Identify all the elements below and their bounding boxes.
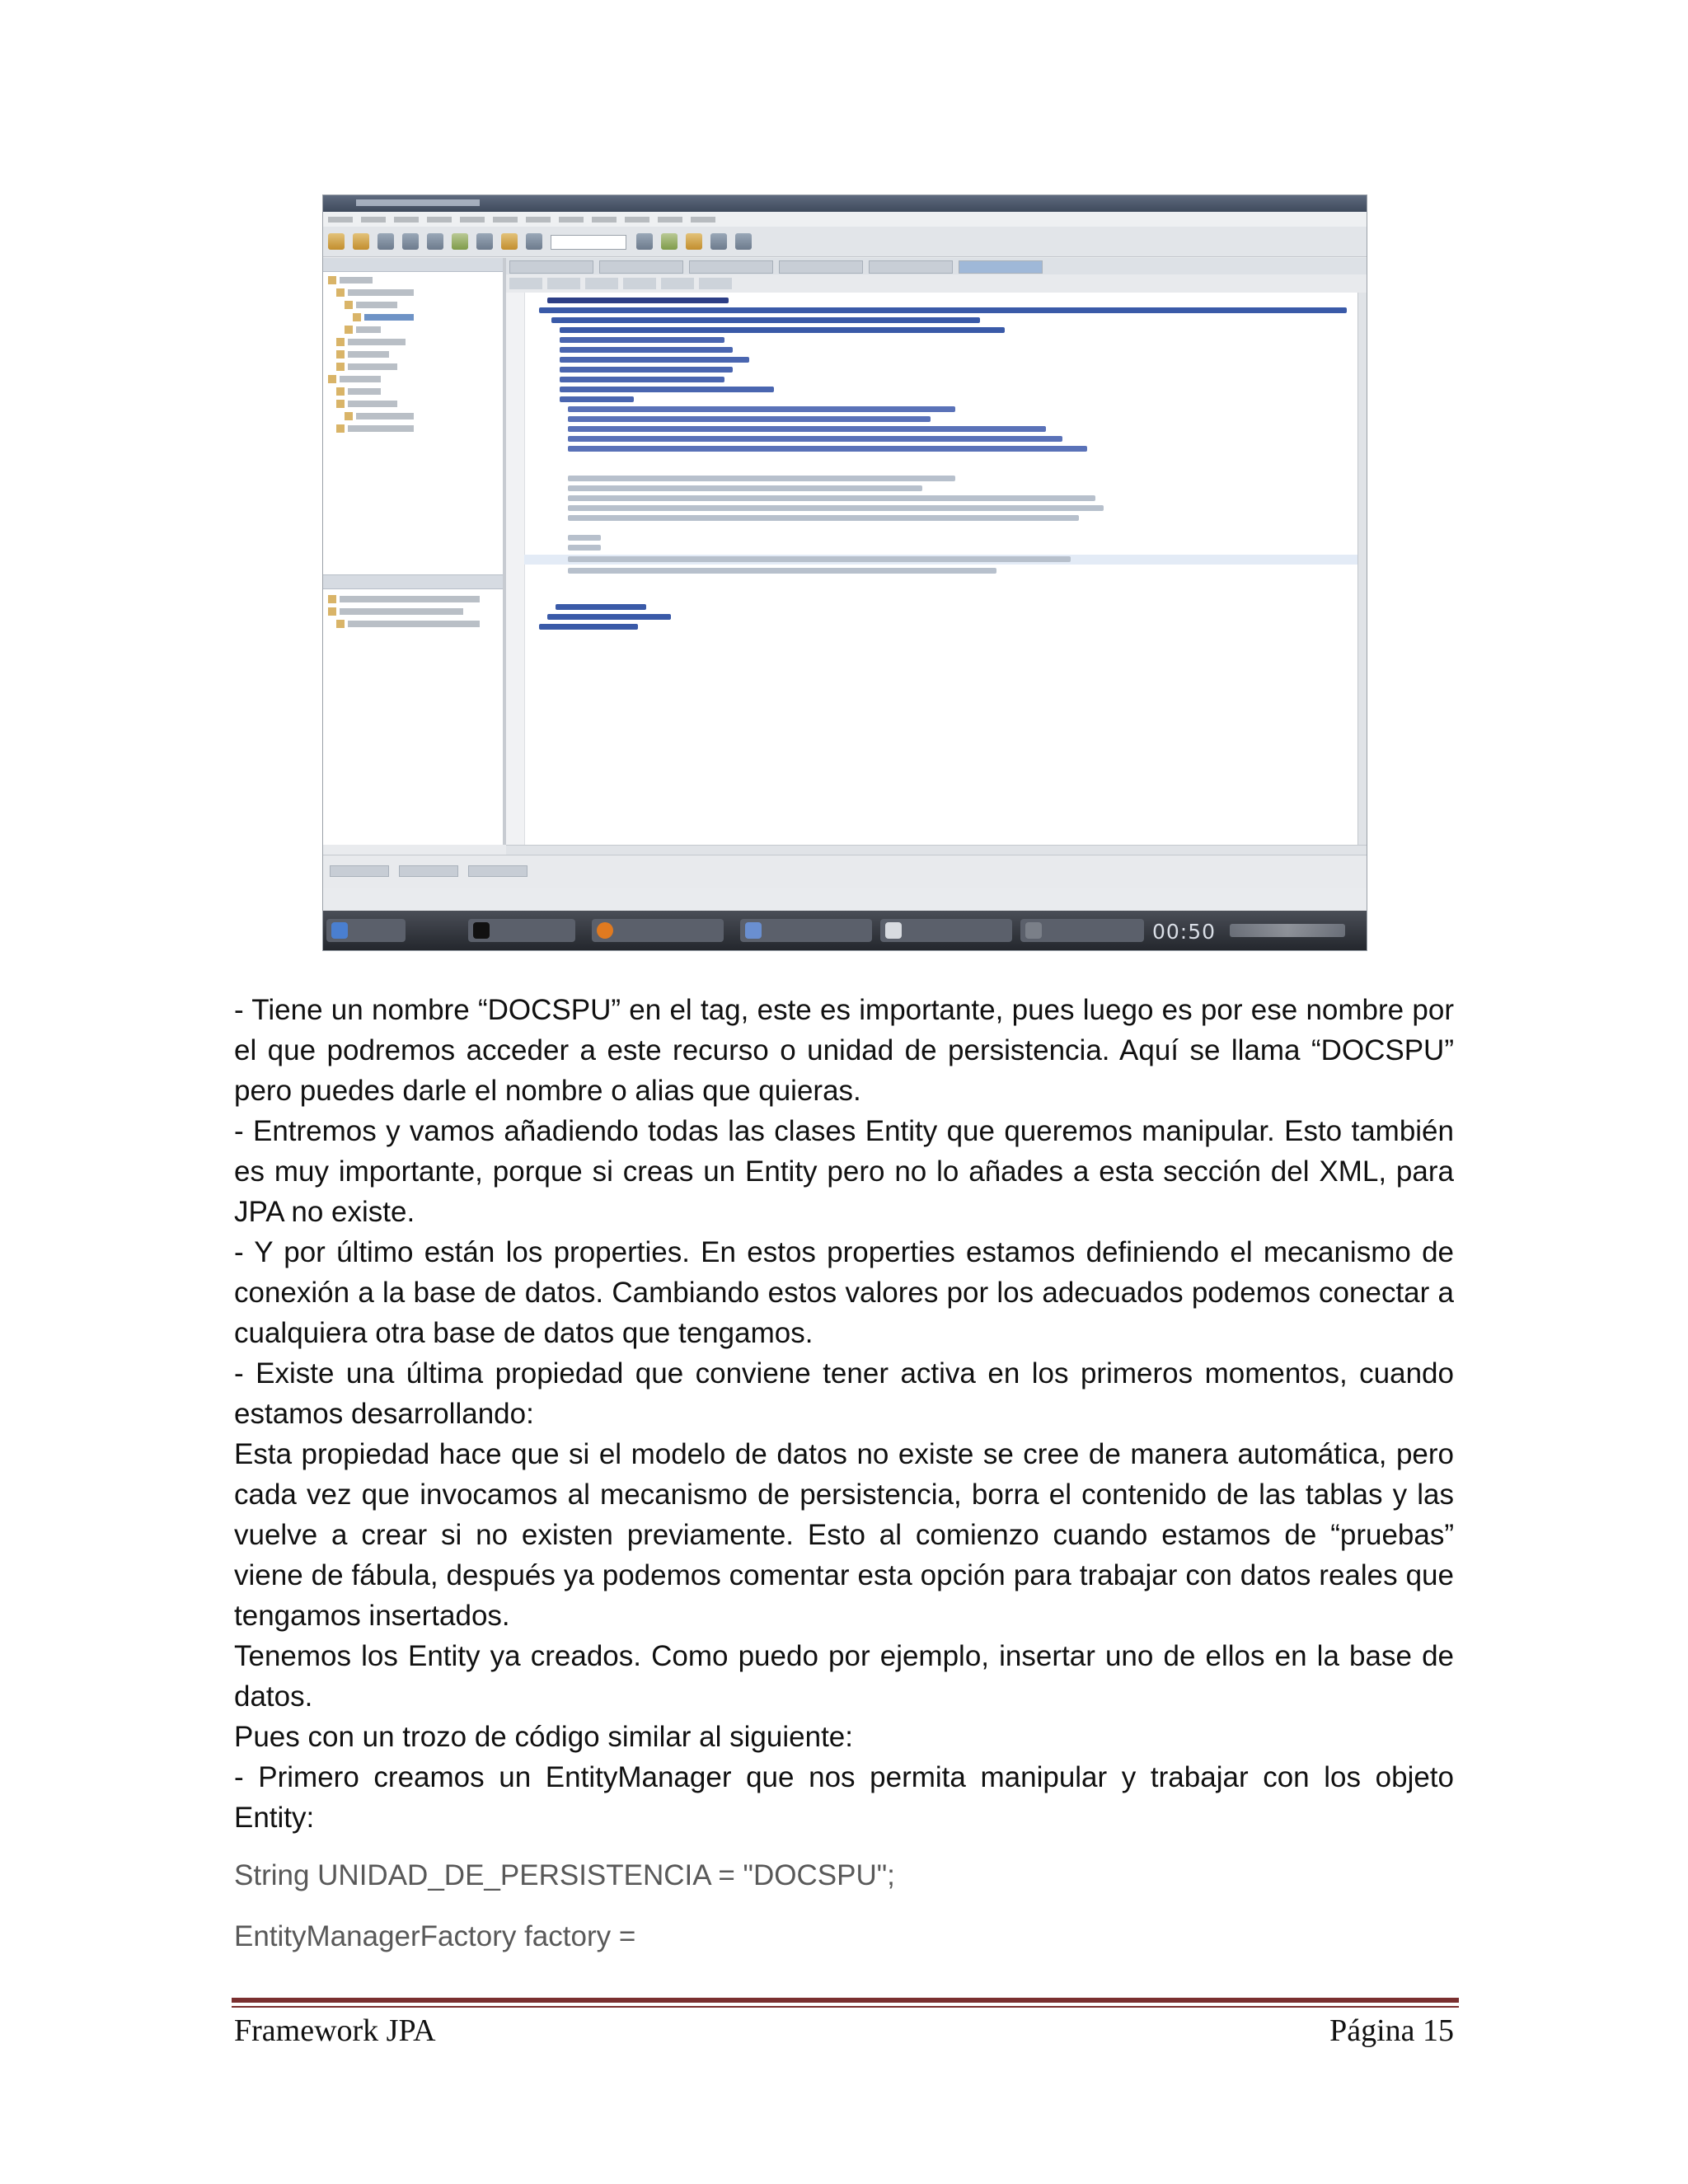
screenshot-taskbar	[323, 911, 1367, 950]
screenshot-clock: 00:50	[1152, 920, 1217, 944]
screenshot-toolbar	[323, 227, 1367, 257]
screenshot-titlebar	[323, 195, 1367, 212]
screenshot-output-tabs	[323, 855, 1367, 888]
paragraph-property-explanation: Esta propiedad hace que si el modelo de datos no existe se cree de manera automática, pero cada vez que invocamos al mecanismo de persistencia, borra el contenido de las tablas y las vuelve a crear si no existen previamente. Esto al comienzo cuando estamos de “pruebas” viene de fábula, después ya podemos comentar esta opción para trabajar con datos reales que tengamos insertados.	[234, 1438, 1454, 1632]
code-line-unidad-persistencia: String UNIDAD_DE_PERSISTENCIA = "DOCSPU";	[234, 1859, 895, 1891]
footer-rule-thin	[232, 2006, 1459, 2008]
footer-rule	[232, 1998, 1459, 2003]
screenshot-system-tray	[1230, 924, 1345, 937]
paragraph-entities-created: Tenemos los Entity ya creados. Como puedo por ejemplo, insertar uno de ellos en la base de datos.	[234, 1640, 1454, 1713]
footer-page-number: Página 15	[1329, 2013, 1454, 2048]
paragraph-properties: - Y por último están los properties. En estos properties estamos definiendo el mecanismo de conexión a la base de datos. Cambiando estos valores por los adecuados podemos conectar a cualquiera otra base de datos que tengamos.	[234, 1236, 1454, 1349]
screenshot-project-tree	[323, 258, 506, 845]
screenshot-editor-subbar	[506, 274, 1367, 293]
paragraph-last-property: - Existe una última propiedad que conviene tener activa en los primeros momentos, cuando estamos desarrollando:	[234, 1357, 1454, 1430]
footer-document-title: Framework JPA	[234, 2013, 436, 2048]
screenshot-editor-tabs	[506, 258, 1367, 274]
screenshot-xml-editor	[506, 293, 1358, 845]
ide-screenshot-image	[322, 194, 1367, 951]
screenshot-vertical-scrollbar	[1357, 293, 1367, 845]
paragraph-entity-classes: - Entremos y vamos añadiendo todas las clases Entity que queremos manipular. Esto también es muy importante, porque si creas un Entity pero no lo añades a esta sección del XML, para JPA no existe.	[234, 1115, 1454, 1228]
code-line-factory: EntityManagerFactory factory =	[234, 1920, 636, 1952]
screenshot-menubar	[323, 212, 1367, 227]
paragraph-docspu-name: - Tiene un nombre “DOCSPU” en el tag, este es importante, pues luego es por ese nombre por el que podremos acceder a este recurso o unidad de persistencia. Aquí se llama “DOCSPU” pero puedes darle el nombre o alias que quieras.	[234, 994, 1454, 1107]
paragraph-code-intro: Pues con un trozo de código similar al siguiente:	[234, 1721, 853, 1753]
paragraph-entitymanager: - Primero creamos un EntityManager que nos permita manipular y trabajar con los objeto Entity:	[234, 1761, 1454, 1834]
